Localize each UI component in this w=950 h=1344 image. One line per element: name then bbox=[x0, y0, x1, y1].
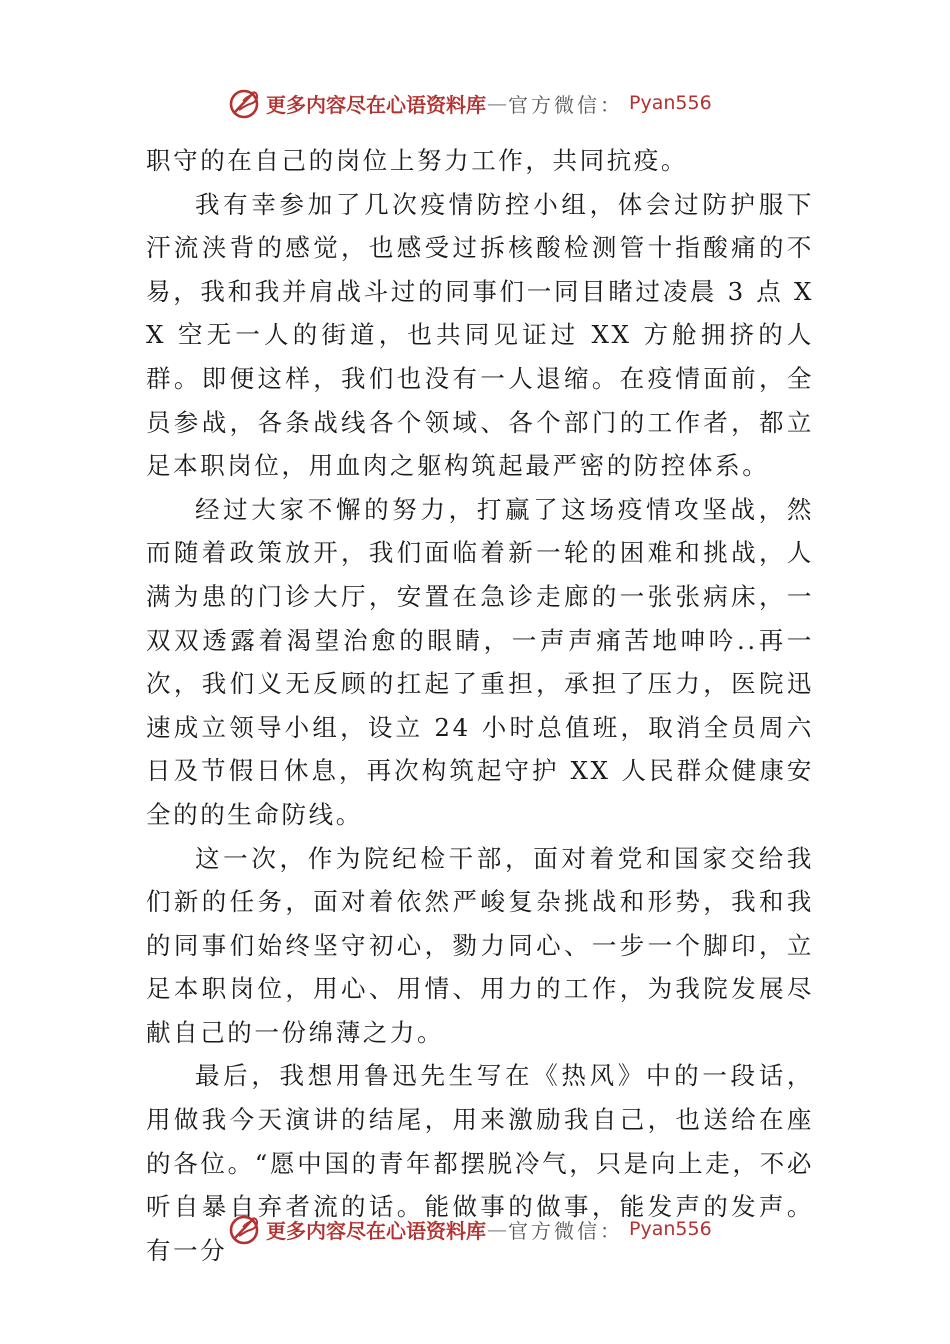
header-banner bbox=[228, 83, 712, 123]
paragraph-continued: 职守的在自己的岗位上努力工作，共同抗疫。 bbox=[146, 146, 688, 175]
footer-brand-text: 更多内容尽在心语资料库 bbox=[266, 1218, 486, 1243]
document-body bbox=[146, 139, 814, 1272]
footer-separator: — bbox=[487, 1217, 507, 1241]
paragraph: 经过大家不懈的努力，打赢了这场疫情攻坚战，然而随着政策放开，我们面临着新一轮的困难和挑战，人满为患的门诊大厅，安置在急诊走廊的一张张病床，一双双透露着渴望治愈的眼睛，一声声痛苦地呻吟..再一次，我们义无反顾的扛起了重担，承担了压力，医院迅速成立领导小组，设立 24 小时总值班，取消全员周六日及节假日休息，再次构筑起守护 XX 人民群众健康安全的的生命防线。 bbox=[146, 494, 814, 829]
paragraph: 这一次，作为院纪检干部，面对着党和国家交给我们新的任务，面对着依然严峻复杂挑战和形势，我和我的同事们始终坚守初心，勠力同心、一步一个脚印，立足本职岗位，用心、用情、用力的工作，为我院发展尽献自己的一份绵薄之力。 bbox=[146, 843, 814, 1047]
header-contact-label: 官方微信： bbox=[508, 92, 623, 117]
footer-banner bbox=[228, 1209, 712, 1249]
footer-contact-label: 官方微信： bbox=[508, 1218, 623, 1243]
footer-contact-id: Pyan556 bbox=[629, 1218, 712, 1240]
header-brand-text: 更多内容尽在心语资料库 bbox=[266, 92, 486, 117]
header-separator: — bbox=[487, 91, 507, 115]
paragraph: 我有幸参加了几次疫情防控小组，体会过防护服下汗流浃背的感觉，也感受过拆核酸检测管十指酸痛的不易，我和我并肩战斗过的同事们一同目睹过凌晨 3 点 XX 空无一人的街道，也共同见证过 XX 方舱拥挤的人群。即便这样，我们也没有一人退缩。在疫情面前，全员参战，各条战线各个领域、各个部门的工作者，都立足本职岗位，用血肉之躯构筑起最严密的防控体系。 bbox=[146, 189, 814, 481]
quill-logo-icon bbox=[228, 86, 262, 120]
quill-logo-icon bbox=[228, 1212, 262, 1246]
header-contact-id: Pyan556 bbox=[629, 92, 712, 114]
paragraph: 最后，我想用鲁迅先生写在《热风》中的一段话，用做我今天演讲的结尾，用来激励我自己，也送给在座的各位。“愿中国的青年都摆脱冷气，只是向上走，不必听自暴自弃者流的话。能做事的做事，能发声的发声。有一分 bbox=[146, 1061, 814, 1265]
